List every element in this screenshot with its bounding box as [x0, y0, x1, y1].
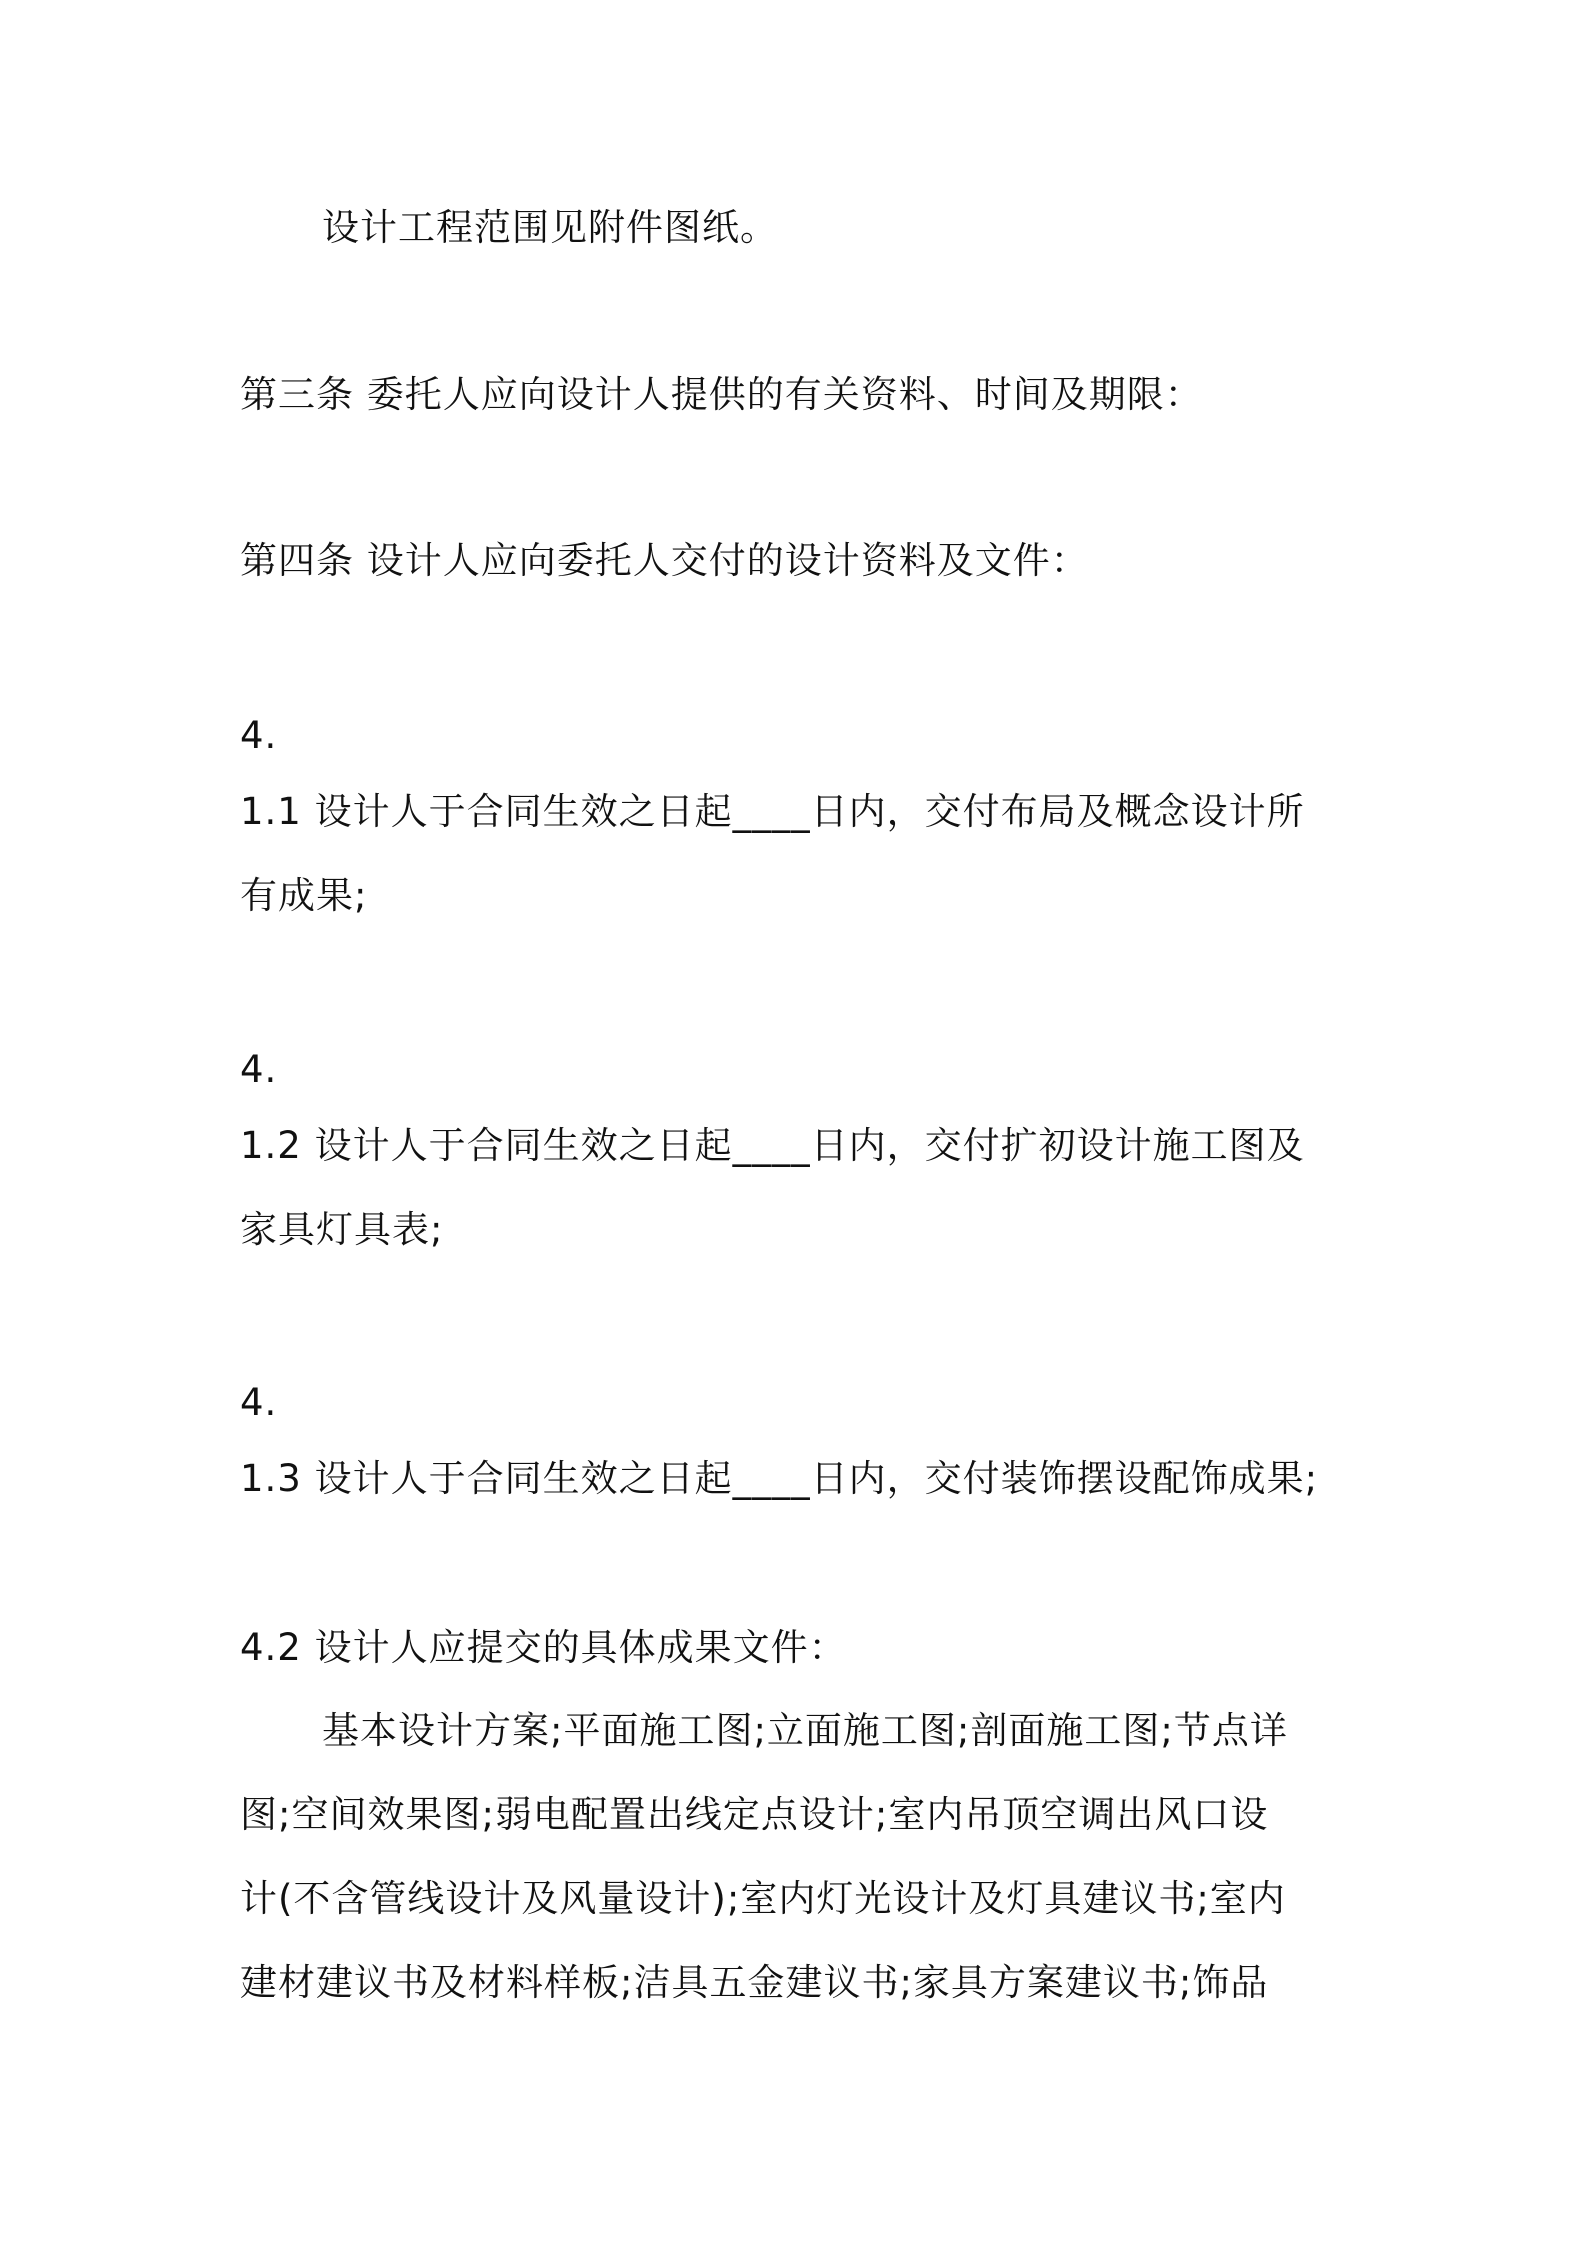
item-4-1-3-line-1: 1.3 设计人于合同生效之日起____日内，交付装饰摆设配饰成果;	[240, 1457, 1319, 1500]
item-4-1-2-line-2: 家具灯具表;	[240, 1208, 444, 1251]
item-4-2-text-line: 图;空间效果图;弱电配置出线定点设计;室内吊顶空调出风口设	[240, 1793, 1269, 1836]
item-4-1-1-line-1: 1.1 设计人于合同生效之日起____日内，交付布局及概念设计所	[240, 790, 1305, 833]
article-3-heading: 第三条 委托人应向设计人提供的有关资料、时间及期限：	[240, 373, 1203, 416]
item-4-1-2-number: 4.	[240, 1048, 278, 1091]
item-4-1-2-line-1: 1.2 设计人于合同生效之日起____日内，交付扩初设计施工图及	[240, 1124, 1305, 1167]
item-4-2-text-line: 建材建议书及材料样板;洁具五金建议书;家具方案建议书;饰品	[240, 1961, 1269, 2004]
item-4-2-heading: 4.2 设计人应提交的具体成果文件：	[240, 1626, 847, 1669]
scope-paragraph: 设计工程范围见附件图纸。	[322, 206, 778, 249]
item-4-1-1-line-2: 有成果;	[240, 874, 368, 917]
item-4-2-text-line: 计(不含管线设计及风量设计);室内灯光设计及灯具建议书;室内	[240, 1877, 1286, 1920]
article-4-heading: 第四条 设计人应向委托人交付的设计资料及文件：	[240, 539, 1089, 582]
item-4-2-text-line: 基本设计方案;平面施工图;立面施工图;剖面施工图;节点详	[322, 1709, 1288, 1752]
item-4-1-1-number: 4.	[240, 714, 278, 757]
item-4-1-3-number: 4.	[240, 1381, 278, 1424]
